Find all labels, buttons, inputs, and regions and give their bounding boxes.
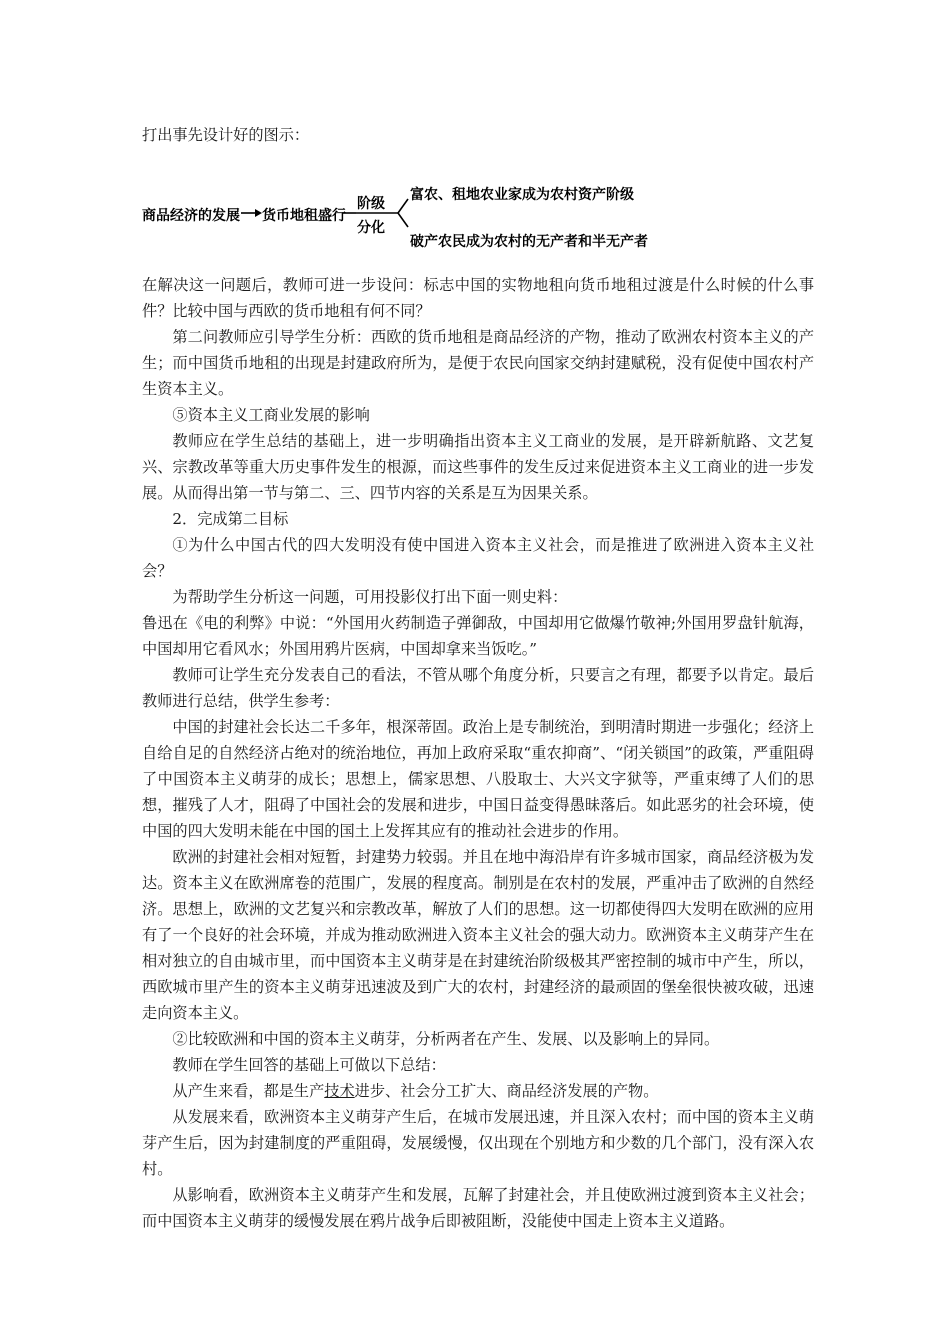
flow-diagram [142, 154, 814, 264]
technology-link[interactable]: 技术 [324, 1082, 355, 1100]
intro-line: 打出事先设计好的图示： [142, 126, 310, 144]
origin-text-before: 从产生来看，都是生产 [172, 1082, 325, 1100]
section-heading: 2．完成第二目标 [172, 510, 289, 528]
origin-paragraph [142, 1078, 814, 1104]
paragraph: 中国的封建社会长达二千多年，根深蒂固。政治上是专制统治，到明清时期进一步强化；经济上自给自足的自然经济占绝对的统治地位，再加上政府采取“重农抑商”、“闭关锁国”的政策，严重阻碍了中国资本主义萌芽的成长；思想上，儒家思想、八股取士、大兴文字狱等，严重束缚了人们的思想，摧残了人才，阻碍了中国社会的发展和进步，中国日益变得愚昧落后。如此恶劣的社会环境，使中国的四大发明未能在中国的国土上发挥其应有的推动社会进步的作用。 [142, 718, 814, 840]
paragraph: 从影响看，欧洲资本主义萌芽产生和发展，瓦解了封建社会，并且使欧洲过渡到资本主义社会；而中国资本主义萌芽的缓慢发展在鸦片战争后即被阻断，没能使中国走上资本主义道路。 [142, 1186, 814, 1230]
diagram-class-label-bottom: 分化 [357, 220, 385, 236]
section-heading: ⑤资本主义工商业发展的影响 [172, 406, 370, 424]
question: ①为什么中国古代的四大发明没有使中国进入资本主义社会，而是推进了欧洲进入资本主义社会？ [142, 536, 814, 580]
paragraph: 教师可让学生充分发表自己的看法，不管从哪个角度分析，只要言之有理，都要予以肯定。最后教师进行总结，供学生参考： [142, 666, 814, 710]
paragraph: 教师在学生回答的基础上可做以下总结： [172, 1056, 446, 1074]
paragraph: 教师应在学生总结的基础上，进一步明确指出资本主义工商业的发展，是开辟新航路、文艺复兴、宗教改革等重大历史事件发生的根源，而这些事件的发生反过来促进资本主义工商业的进一步发展。从而得出第一节与第二、三、四节内容的关系是互为因果关系。 [142, 432, 814, 502]
diagram-lower-branch: 破产农民成为农村的无产者和半无产者 [410, 234, 648, 250]
question: ②比较欧洲和中国的资本主义萌芽，分析两者在产生、发展、以及影响上的异同。 [172, 1030, 720, 1048]
paragraph: 欧洲的封建社会相对短暂，封建势力较弱。并且在地中海沿岸有许多城市国家，商品经济极为发达。资本主义在欧洲席卷的范围广，发展的程度高。制别是在农村的发展，严重冲击了欧洲的自然经济。思想上，欧洲的文艺复兴和宗教改革，解放了人们的思想。这一切都使得四大发明在欧洲的应用有了一个良好的社会环境，并成为推动欧洲进入资本主义社会的强大动力。欧洲资本主义萌芽产生在相对独立的自由城市里，而中国资本主义萌芽是在封建统治阶级极其严密控制的城市中产生，所以，西欧城市里产生的资本主义萌芽迅速波及到广大的农村，封建经济的最顽固的堡垒很快被攻破，迅速走向资本主义。 [142, 848, 814, 1022]
paragraph: 从发展来看，欧洲资本主义萌芽产生后，在城市发展迅速，并且深入农村；而中国的资本主义萌芽产生后，因为封建制度的严重阻碍，发展缓慢，仅出现在个别地方和少数的几个部门，没有深入农村。 [142, 1108, 814, 1178]
paragraph: 在解决这一问题后，教师可进一步设问：标志中国的实物地租向货币地租过渡是什么时候的什么事件？比较中国与西欧的货币地租有何不同？ [142, 276, 814, 320]
diagram-upper-branch: 富农、租地农业家成为农村资产阶级 [410, 187, 634, 203]
paragraph: 为帮助学生分析这一问题，可用投影仪打出下面一则史料： [172, 588, 568, 606]
paragraph: 第二问教师应引导学生分析：西欧的货币地租是商品经济的产物，推动了欧洲农村资本主义的产生；而中国货币地租的出现是封建政府所为，是便于农民向国家交纳封建赋税，没有促使中国农村产生资本主义。 [142, 328, 814, 398]
document-body [142, 122, 814, 1234]
quotation: 鲁迅在《电的利弊》中说：“外国用火药制造子弹御敌，中国却用它做爆竹敬神;外国用罗盘针航海，中国却用它看风水；外国用鸦片医病，中国却拿来当饭吃。” [142, 614, 814, 658]
origin-text-after: 进步、社会分工扩大、商品经济发展的产物。 [354, 1082, 659, 1100]
diagram-class-label-top: 阶级 [357, 196, 385, 212]
diagram-left-node: 商品经济的发展 [142, 208, 240, 224]
diagram-middle-node: 货币地租盛行 [262, 208, 346, 224]
